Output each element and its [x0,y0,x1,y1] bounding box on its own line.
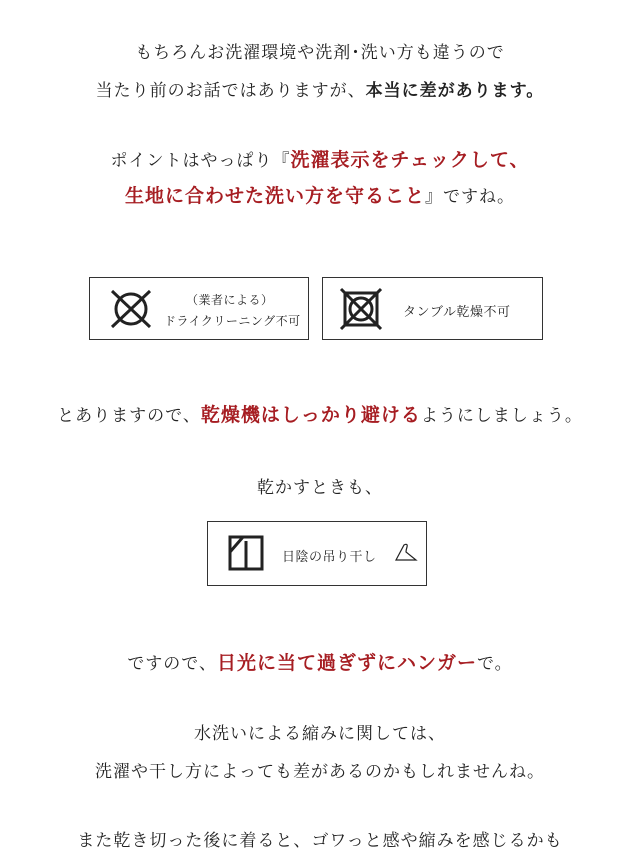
shade-hang-dry-icon [226,533,266,573]
para4: 乾かすときも、 [257,478,383,498]
para3-plain1: とありますので、 [57,406,201,426]
para2-line1-red: 洗濯表示をチェックして、 [290,149,530,171]
care-label-shade-hang-dry [207,521,427,586]
para5 [0,648,640,675]
para1-line1: もちろんお洗濯環境や洗剤･洗い方も違うので [135,43,505,63]
para6-line2: 洗濯や干し方によっても差があるのかもしれませんね。 [95,762,545,782]
para1-line2 [0,76,640,101]
para5-plain1: ですので、 [127,654,217,674]
para3-red: 乾燥機はしっかり避ける [200,404,421,426]
para1-line2-bold: 本当に差があります。 [365,81,545,101]
care-label-no-dry-clean [89,277,309,340]
care-label-no-tumble-dry [322,277,543,340]
para2-line2-plain: 』ですね。 [425,187,515,207]
para3-plain2: ようにしましょう。 [420,406,583,426]
para5-plain2: で。 [477,654,513,674]
para2-line2 [0,181,640,208]
no-dry-clean-line2: ドライクリーニング不可 [164,314,301,328]
shade-hang-dry-text: 日陰の吊り干し [282,550,377,565]
para2-line2-red: 生地に合わせた洗い方を守ること [124,185,425,207]
para5-red: 日光に当て過ぎずにハンガー [216,652,477,674]
para2-line1-plain: ポイントはやっぱり『 [110,151,291,171]
para7: また乾き切った後に着ると、ゴワっと感や縮みを感じるかも [77,831,563,851]
hanger-icon [394,542,418,564]
no-dry-clean-icon [108,288,154,330]
para1-line2-plain: 当たり前のお話ではありますが、 [95,81,366,101]
no-tumble-dry-text: タンブル乾燥不可 [403,305,511,320]
para6-line1: 水洗いによる縮みに関しては、 [194,724,446,744]
no-dry-clean-line1: （業者による） [186,293,274,307]
para3 [0,400,640,427]
no-tumble-dry-icon [339,287,383,331]
para2-line1 [0,145,640,172]
